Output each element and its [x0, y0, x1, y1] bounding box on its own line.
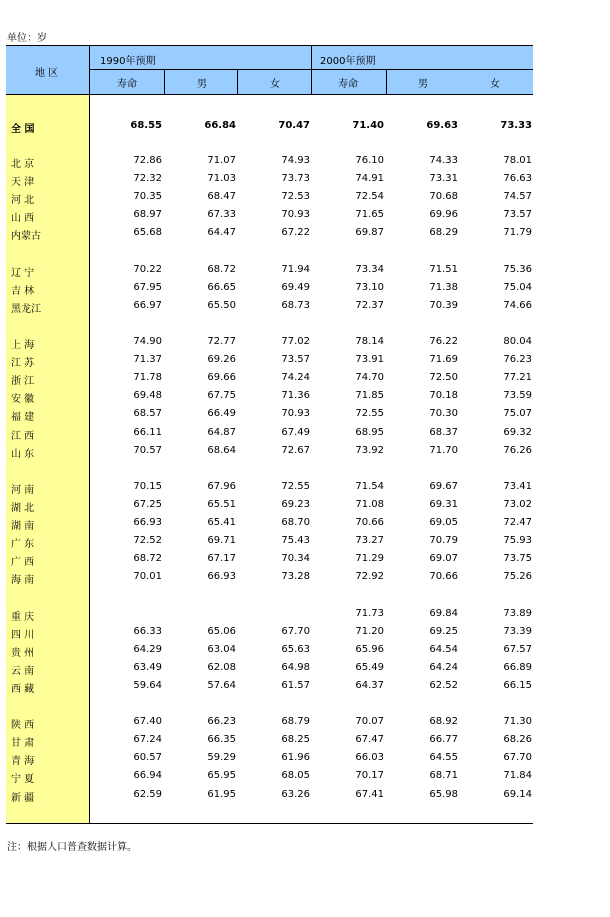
cell-female-2000: 75.36 [503, 263, 532, 275]
cell-life-1990: 71.37 [133, 354, 162, 366]
cell-life-2000: 72.37 [355, 299, 384, 311]
cell-male-2000: 72.50 [429, 372, 458, 384]
cell-female-2000: 76.26 [503, 444, 532, 456]
cell-male-1990: 66.84 [204, 120, 236, 131]
table-row [6, 750, 533, 768]
cell-female-1990: 73.57 [281, 354, 310, 366]
cell-life-2000: 70.07 [355, 716, 384, 728]
cell-life-2000: 71.08 [355, 498, 384, 510]
cell-female-2000: 73.59 [503, 390, 532, 402]
cell-male-2000: 69.84 [429, 607, 458, 619]
cell-male-1990: 69.71 [207, 535, 236, 547]
cell-life-2000: 78.14 [355, 335, 384, 347]
cell-male-2000: 71.38 [429, 281, 458, 293]
table-row [6, 732, 533, 750]
region-name: 湖 南 [11, 521, 35, 533]
region-name: 西 藏 [11, 684, 35, 695]
table-row [6, 298, 533, 316]
table-body [6, 95, 533, 824]
region-name: 天 津 [11, 177, 35, 189]
cell-female-1990: 67.22 [281, 227, 310, 239]
cell-female-1990: 74.24 [281, 372, 310, 384]
cell-male-1990: 68.47 [207, 191, 236, 203]
cell-female-2000: 72.47 [503, 517, 532, 529]
cell-male-1990: 65.50 [207, 299, 236, 311]
cell-male-1990: 71.03 [207, 173, 236, 185]
cell-female-2000: 73.39 [503, 625, 532, 637]
header-2000-life: 寿命 [338, 79, 358, 90]
region-name: 山 东 [11, 448, 35, 460]
cell-male-1990: 67.75 [207, 390, 236, 402]
cell-life-1990: 68.55 [130, 120, 162, 131]
region-name: 安 徽 [11, 394, 35, 406]
region-name: 江 西 [11, 430, 35, 442]
region-name: 湖 北 [11, 502, 35, 514]
cell-female-1990: 71.94 [281, 263, 310, 275]
header-1990-male: 男 [197, 79, 207, 90]
cell-female-1990: 61.96 [281, 752, 310, 764]
region-name: 黑龙江 [11, 303, 41, 315]
cell-life-1990: 70.15 [133, 480, 162, 492]
cell-life-2000: 64.37 [355, 680, 384, 691]
cell-male-2000: 65.98 [429, 788, 458, 800]
cell-male-1990: 67.33 [207, 209, 236, 221]
cell-male-1990: 66.23 [207, 716, 236, 728]
cell-life-1990: 71.78 [133, 372, 162, 384]
table-row [6, 714, 533, 732]
cell-male-2000: 69.31 [429, 498, 458, 510]
cell-male-2000: 69.67 [429, 480, 458, 492]
table-row [6, 225, 533, 243]
region-name: 江 苏 [11, 358, 35, 370]
cell-life-1990: 68.72 [133, 553, 162, 565]
table-row [6, 189, 533, 207]
cell-life-2000: 73.91 [355, 354, 384, 366]
cell-female-1990: 73.28 [281, 571, 310, 583]
cell-life-1990: 60.57 [133, 752, 162, 764]
region-name: 宁 夏 [11, 774, 35, 786]
cell-life-1990: 70.35 [133, 191, 162, 203]
table-row [6, 118, 533, 136]
cell-life-2000: 72.54 [355, 191, 384, 203]
table-row [6, 515, 533, 533]
cell-male-2000: 69.96 [429, 209, 458, 221]
region-name: 四 川 [11, 629, 35, 641]
cell-female-2000: 75.26 [503, 571, 532, 583]
table-row [6, 425, 533, 443]
cell-female-1990: 77.02 [281, 335, 310, 347]
cell-male-2000: 73.31 [429, 173, 458, 185]
cell-female-2000: 75.93 [503, 535, 532, 547]
table-row [6, 388, 533, 406]
table-row [6, 406, 533, 424]
table-row [6, 606, 533, 624]
cell-female-2000: 75.04 [503, 281, 532, 293]
cell-female-1990: 69.49 [281, 281, 310, 293]
cell-female-1990: 65.63 [281, 643, 310, 655]
cell-female-1990: 72.53 [281, 191, 310, 203]
region-name: 山 西 [11, 213, 35, 225]
cell-life-1990: 68.57 [133, 408, 162, 420]
cell-male-1990: 61.95 [207, 788, 236, 800]
cell-male-1990: 71.07 [207, 155, 236, 166]
cell-male-1990: 68.64 [207, 444, 236, 456]
cell-male-1990: 66.93 [207, 571, 236, 583]
cell-male-1990: 63.04 [207, 643, 236, 655]
cell-life-2000: 65.96 [355, 643, 384, 655]
cell-female-1990: 71.36 [281, 390, 310, 402]
cell-male-1990: 57.64 [207, 680, 236, 691]
cell-female-1990: 74.93 [281, 155, 310, 166]
cell-life-2000: 73.92 [355, 444, 384, 456]
cell-female-2000: 73.75 [503, 553, 532, 565]
cell-male-2000: 70.39 [429, 299, 458, 311]
cell-female-2000: 77.21 [503, 372, 532, 384]
cell-life-1990: 66.97 [133, 299, 162, 311]
cell-life-1990: 66.94 [133, 770, 162, 782]
cell-life-1990: 72.32 [133, 173, 162, 185]
cell-life-2000: 67.47 [355, 734, 384, 746]
table-row [6, 443, 533, 461]
cell-male-1990: 64.47 [207, 227, 236, 239]
region-name: 全 国 [11, 124, 35, 135]
cell-female-1990: 61.57 [281, 680, 310, 691]
cell-life-1990: 59.64 [133, 680, 162, 691]
cell-female-1990: 70.93 [281, 209, 310, 221]
region-name: 广 东 [11, 539, 35, 551]
region-name: 贵 州 [11, 647, 35, 659]
cell-life-2000: 73.27 [355, 535, 384, 547]
cell-life-1990: 63.49 [133, 661, 162, 673]
cell-life-1990: 72.86 [133, 155, 162, 166]
cell-male-2000: 66.77 [429, 734, 458, 746]
cell-life-1990: 70.01 [133, 571, 162, 583]
cell-female-2000: 73.41 [503, 480, 532, 492]
table-row [6, 678, 533, 696]
cell-female-1990: 64.98 [281, 661, 310, 673]
table-row [6, 479, 533, 497]
table-row [6, 569, 533, 587]
header-1990-female: 女 [270, 79, 280, 90]
cell-life-2000: 67.41 [355, 788, 384, 800]
cell-female-1990: 75.43 [281, 535, 310, 547]
cell-female-2000: 73.57 [503, 209, 532, 221]
region-name: 重 庆 [11, 611, 35, 623]
cell-life-2000: 70.17 [355, 770, 384, 782]
cell-male-1990: 65.41 [207, 517, 236, 529]
cell-life-2000: 71.85 [355, 390, 384, 402]
cell-male-1990: 65.06 [207, 625, 236, 637]
region-name: 云 南 [11, 665, 35, 677]
cell-male-1990: 66.35 [207, 734, 236, 746]
cell-life-1990: 65.68 [133, 227, 162, 239]
table-row [6, 660, 533, 678]
cell-female-2000: 68.26 [503, 734, 532, 746]
life-expectancy-table [6, 45, 533, 824]
cell-life-2000: 66.03 [355, 752, 384, 764]
cell-female-2000: 73.02 [503, 498, 532, 510]
cell-male-2000: 62.52 [429, 680, 458, 691]
cell-life-1990: 67.24 [133, 734, 162, 746]
cell-female-2000: 78.01 [503, 155, 532, 166]
cell-male-2000: 70.79 [429, 535, 458, 547]
cell-female-2000: 67.57 [503, 643, 532, 655]
cell-life-1990: 67.25 [133, 498, 162, 510]
table-row [6, 787, 533, 805]
cell-male-1990: 65.95 [207, 770, 236, 782]
cell-life-2000: 71.73 [355, 607, 384, 619]
cell-male-2000: 71.70 [429, 444, 458, 456]
cell-life-2000: 65.49 [355, 661, 384, 673]
cell-female-1990: 67.49 [281, 426, 310, 438]
cell-male-1990: 67.17 [207, 553, 236, 565]
cell-male-1990: 67.96 [207, 480, 236, 492]
header-2000-male: 男 [418, 79, 428, 90]
cell-female-1990: 70.34 [281, 553, 310, 565]
cell-male-1990: 66.49 [207, 408, 236, 420]
cell-female-2000: 76.23 [503, 354, 532, 366]
header-2000-female: 女 [490, 79, 500, 90]
cell-life-1990: 69.48 [133, 390, 162, 402]
cell-male-2000: 68.29 [429, 227, 458, 239]
cell-life-1990: 68.97 [133, 209, 162, 221]
cell-male-1990: 64.87 [207, 426, 236, 438]
region-name: 新 疆 [11, 792, 35, 804]
cell-life-2000: 71.65 [355, 209, 384, 221]
cell-female-2000: 71.30 [503, 716, 532, 728]
region-name: 浙 江 [11, 376, 35, 388]
cell-male-2000: 69.07 [429, 553, 458, 565]
table-row [6, 642, 533, 660]
cell-male-2000: 64.55 [429, 752, 458, 764]
cell-female-2000: 66.15 [503, 680, 532, 691]
cell-female-2000: 69.32 [503, 426, 532, 438]
cell-life-2000: 70.66 [355, 517, 384, 529]
table-header [6, 45, 533, 95]
region-name: 河 北 [11, 195, 35, 207]
cell-female-2000: 74.57 [503, 191, 532, 203]
cell-male-2000: 64.24 [429, 661, 458, 673]
cell-male-2000: 68.92 [429, 716, 458, 728]
table-row [6, 334, 533, 352]
region-name: 青 海 [11, 756, 35, 768]
cell-female-1990: 68.25 [281, 734, 310, 746]
header-1990-life: 寿命 [117, 79, 137, 90]
cell-female-1990: 68.70 [281, 517, 310, 529]
cell-female-2000: 71.79 [503, 227, 532, 239]
table-row [6, 171, 533, 189]
unit-label: 单位：岁 [7, 33, 47, 44]
cell-life-1990: 67.95 [133, 281, 162, 293]
region-name: 上 海 [11, 339, 35, 351]
cell-male-2000: 69.63 [426, 120, 458, 131]
cell-life-1990: 67.40 [133, 716, 162, 728]
table-row [6, 497, 533, 515]
table-row [6, 352, 533, 370]
cell-life-2000: 71.54 [355, 480, 384, 492]
cell-female-1990: 73.73 [281, 173, 310, 185]
cell-male-1990: 72.77 [207, 335, 236, 347]
cell-life-2000: 71.40 [352, 120, 384, 131]
header-region: 地 区 [35, 68, 59, 79]
region-name: 北 京 [11, 159, 35, 170]
cell-life-2000: 73.10 [355, 281, 384, 293]
cell-male-2000: 70.30 [429, 408, 458, 420]
cell-male-2000: 68.37 [429, 426, 458, 438]
table-row [6, 153, 533, 171]
cell-life-1990: 74.90 [133, 335, 162, 347]
cell-female-1990: 72.55 [281, 480, 310, 492]
cell-male-2000: 69.05 [429, 517, 458, 529]
cell-female-2000: 74.66 [503, 299, 532, 311]
table-row [6, 551, 533, 569]
cell-life-2000: 71.29 [355, 553, 384, 565]
cell-life-1990: 70.22 [133, 263, 162, 275]
region-name: 吉 林 [11, 285, 35, 297]
cell-female-2000: 67.70 [503, 752, 532, 764]
table-row [6, 262, 533, 280]
cell-female-2000: 71.84 [503, 770, 532, 782]
cell-male-2000: 70.66 [429, 571, 458, 583]
table-row [6, 768, 533, 786]
region-name: 广 西 [11, 557, 35, 569]
cell-male-2000: 74.33 [429, 155, 458, 166]
cell-female-1990: 70.47 [278, 120, 310, 131]
cell-male-2000: 71.69 [429, 354, 458, 366]
region-name: 福 建 [11, 412, 35, 424]
region-name: 陕 西 [11, 720, 35, 732]
cell-female-2000: 69.14 [503, 788, 532, 800]
cell-life-1990: 66.11 [133, 426, 162, 438]
cell-female-2000: 76.63 [503, 173, 532, 185]
cell-male-2000: 70.18 [429, 390, 458, 402]
cell-male-2000: 69.25 [429, 625, 458, 637]
cell-female-2000: 75.07 [503, 408, 532, 420]
header-2000-group: 2000年预期 [320, 56, 376, 67]
cell-life-1990: 72.52 [133, 535, 162, 547]
cell-life-2000: 72.92 [355, 571, 384, 583]
cell-male-1990: 65.51 [207, 498, 236, 510]
table-row [6, 624, 533, 642]
header-1990-group: 1990年预期 [100, 56, 156, 67]
cell-female-1990: 69.23 [281, 498, 310, 510]
cell-life-2000: 74.91 [355, 173, 384, 185]
cell-female-1990: 68.05 [281, 770, 310, 782]
cell-life-2000: 72.55 [355, 408, 384, 420]
region-name: 河 南 [11, 484, 35, 496]
cell-life-1990: 64.29 [133, 643, 162, 655]
table-row [6, 370, 533, 388]
cell-life-1990: 66.33 [133, 625, 162, 637]
footnote: 注：根据人口普查数据计算。 [7, 842, 137, 853]
cell-life-2000: 68.95 [355, 426, 384, 438]
cell-male-2000: 71.51 [429, 263, 458, 275]
cell-female-1990: 67.70 [281, 625, 310, 637]
cell-female-1990: 63.26 [281, 788, 310, 800]
cell-male-2000: 76.22 [429, 335, 458, 347]
cell-life-2000: 69.87 [355, 227, 384, 239]
cell-female-2000: 80.04 [503, 335, 532, 347]
cell-male-1990: 69.26 [207, 354, 236, 366]
cell-male-1990: 62.08 [207, 661, 236, 673]
cell-male-2000: 70.68 [429, 191, 458, 203]
table-row [6, 533, 533, 551]
cell-male-1990: 59.29 [207, 752, 236, 764]
table-row [6, 207, 533, 225]
cell-male-1990: 66.65 [207, 281, 236, 293]
cell-life-2000: 73.34 [355, 263, 384, 275]
region-name: 辽 宁 [11, 267, 35, 279]
cell-female-1990: 72.67 [281, 444, 310, 456]
region-name: 海 南 [11, 575, 35, 587]
cell-life-1990: 66.93 [133, 517, 162, 529]
cell-male-1990: 69.66 [207, 372, 236, 384]
cell-male-1990: 68.72 [207, 263, 236, 275]
cell-female-1990: 70.93 [281, 408, 310, 420]
cell-female-2000: 73.89 [503, 607, 532, 619]
table-row [6, 280, 533, 298]
cell-female-2000: 73.33 [500, 120, 532, 131]
cell-life-2000: 74.70 [355, 372, 384, 384]
cell-life-2000: 71.20 [355, 625, 384, 637]
cell-male-2000: 68.71 [429, 770, 458, 782]
cell-female-1990: 68.79 [281, 716, 310, 728]
cell-male-2000: 64.54 [429, 643, 458, 655]
cell-life-1990: 70.57 [133, 444, 162, 456]
cell-female-1990: 68.73 [281, 299, 310, 311]
region-name: 甘 肃 [11, 738, 35, 750]
region-name: 内蒙古 [11, 231, 41, 243]
cell-life-2000: 76.10 [355, 155, 384, 166]
cell-female-2000: 66.89 [503, 661, 532, 673]
cell-life-1990: 62.59 [133, 788, 162, 800]
